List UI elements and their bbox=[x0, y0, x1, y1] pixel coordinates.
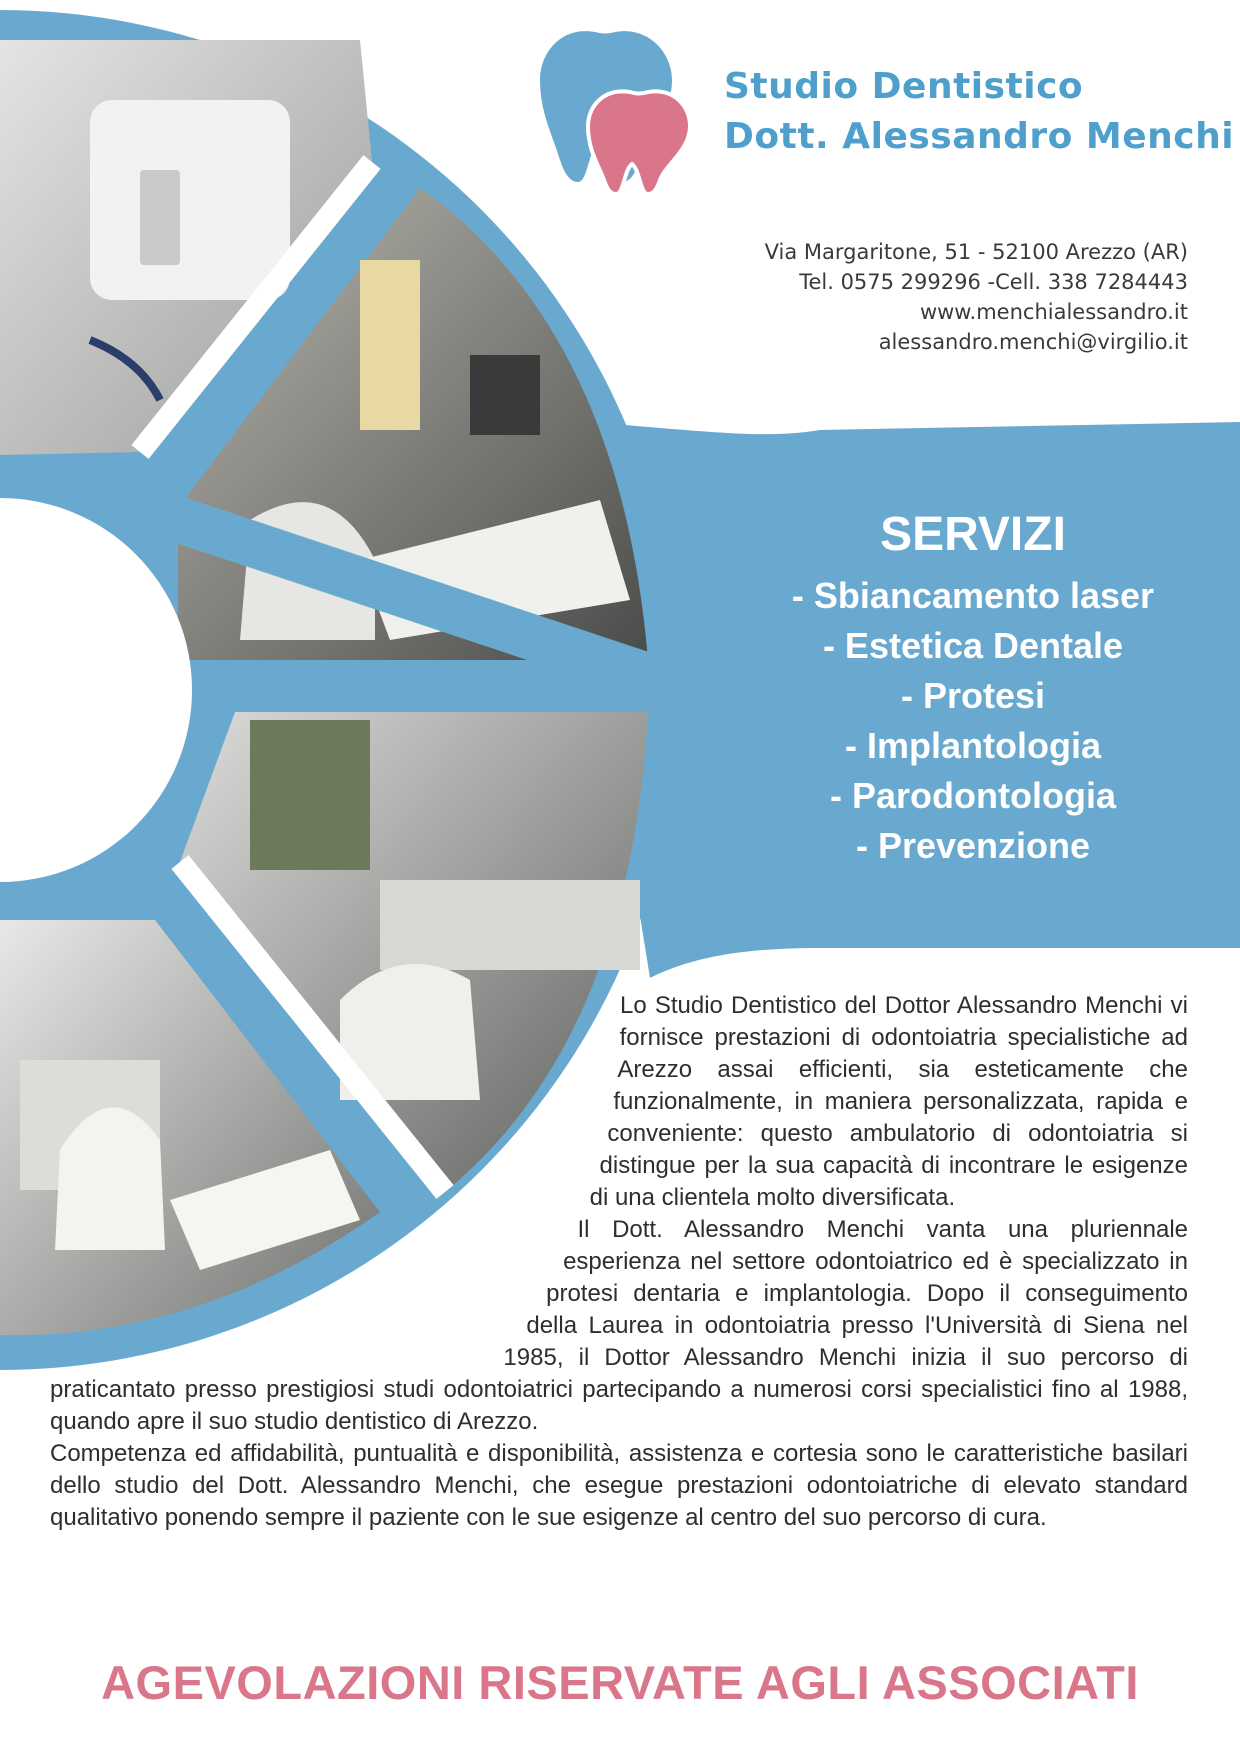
phone-numbers: Tel. 0575 299296 -Cell. 338 7284443 bbox=[799, 270, 1188, 294]
service-item: - Implantologia bbox=[845, 725, 1101, 766]
service-item: - Sbiancamento laser bbox=[791, 575, 1155, 616]
brand-line-1: Studio Dentistico bbox=[724, 66, 1084, 107]
about-text bbox=[0, 990, 1240, 1534]
about-paragraph-3: Competenza ed affidabilità, puntualità e disponibilità, assistenza e cortesia sono le caratteristiche basilari dello studio del Dott. Alessandro Menchi, che esegue prestazioni odontoiatriche di elevato standard qualitativo ponendo sempre il paziente con le sue esigenze al centro del suo percorso di cura. bbox=[50, 1440, 1188, 1531]
service-item: - Protesi bbox=[900, 675, 1046, 716]
about-paragraph-2: Il Dott. Alessandro Menchi vanta una pluriennale esperienza nel settore odontoiatrico ed è specializzato in protesi dentaria e implantologia. Dopo il conseguimento della Laurea in odontoiatria presso l'Università di Siena nel 1985, il Dottor Alessandro Menchi inizia il suo percorso di praticantato presso prestigiosi studi odontoiatrici partecipando a numerosi corsi specialistici fino al 1988, quando apre il suo studio dentistico di Arezzo. bbox=[50, 1216, 1188, 1435]
about-paragraph-1: Lo Studio Dentistico del Dottor Alessandro Menchi vi fornisce prestazioni di odontoiatria specialistiche ad Arezzo assai efficienti, sia esteticamente che funzionalmente, in maniera personalizzata, rapida e conveniente: questo ambulatorio di odontoiatria si distingue per la sua capacità di incontrare le esigenze di una clientela molto diversificata. bbox=[589, 992, 1188, 1211]
website-link[interactable]: www.menchialessandro.it bbox=[919, 300, 1188, 324]
services-section bbox=[748, 505, 1198, 871]
email-link[interactable]: alessandro.menchi@virgilio.it bbox=[878, 330, 1188, 354]
footer-banner: AGEVOLAZIONI RISERVATE AGLI ASSOCIATI bbox=[101, 1656, 1139, 1709]
service-item: - Prevenzione bbox=[855, 825, 1091, 866]
tooth-logo-icon bbox=[540, 31, 690, 194]
service-item: - Estetica Dentale bbox=[822, 625, 1124, 666]
services-list bbox=[748, 571, 1198, 871]
service-item: - Parodontologia bbox=[830, 775, 1116, 816]
address: Via Margaritone, 51 - 52100 Arezzo (AR) bbox=[764, 240, 1188, 264]
brand-name bbox=[724, 62, 1234, 162]
brand-line-2: Dott. Alessandro Menchi bbox=[724, 116, 1235, 157]
services-title: SERVIZI bbox=[880, 508, 1066, 561]
contact-block bbox=[765, 237, 1188, 357]
